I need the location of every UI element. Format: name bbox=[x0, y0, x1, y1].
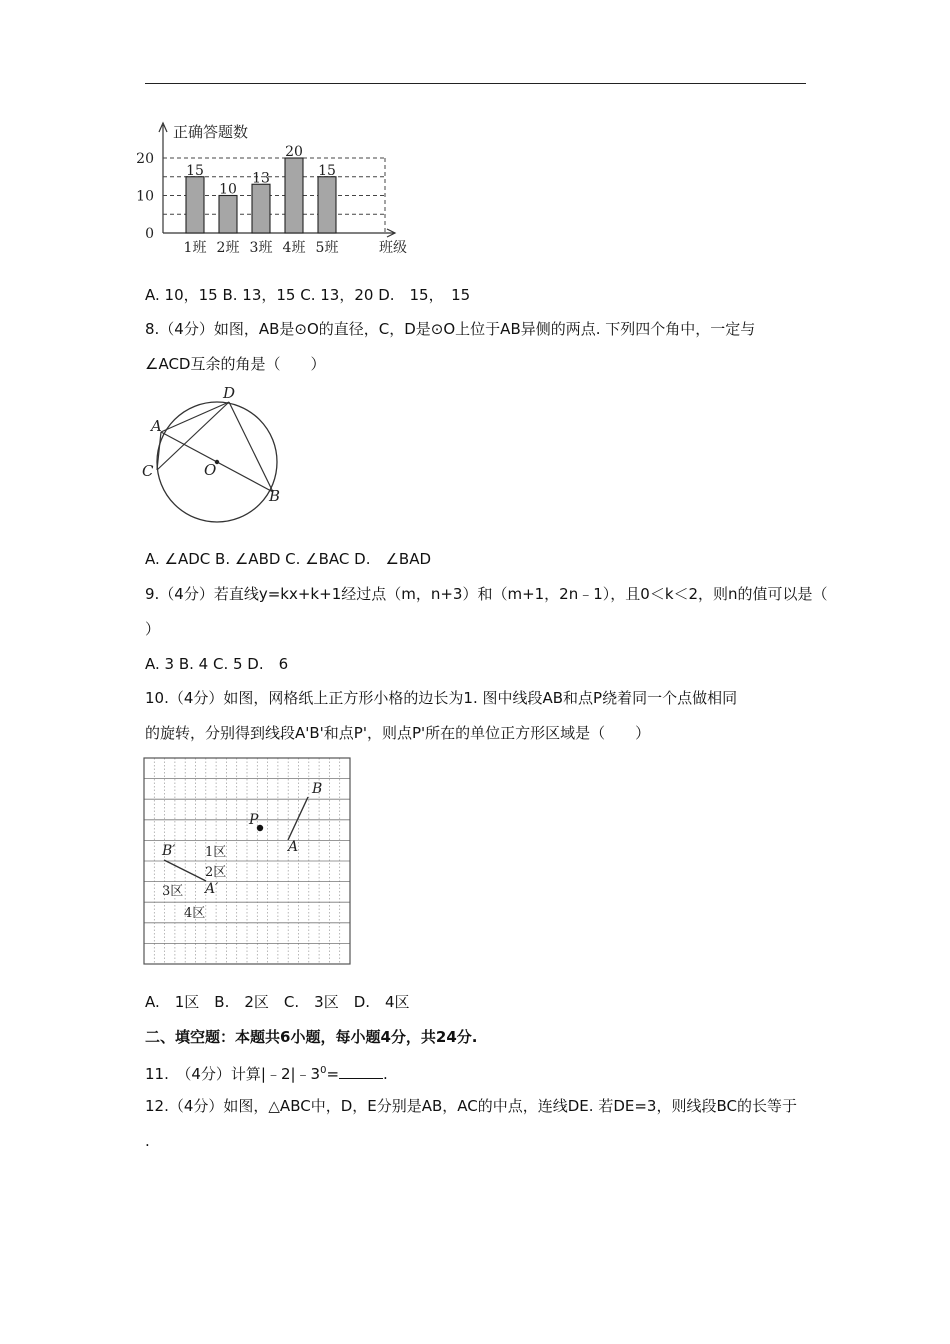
bar bbox=[186, 177, 204, 233]
q11-end: . bbox=[383, 1065, 388, 1083]
circle-figure bbox=[135, 382, 290, 530]
segment-bd bbox=[229, 402, 273, 492]
q10-text-line1: 10.（4分）如图，网格纸上正方形小格的边长为1. 图中线段AB和点P绕着同一个点做相同 bbox=[145, 689, 738, 707]
x-tick-label: 5班 bbox=[315, 240, 339, 256]
q11-prefix: 11. （4分）计算|﹣2|﹣3 bbox=[145, 1065, 321, 1083]
label-p: P bbox=[249, 812, 259, 828]
bar bbox=[285, 158, 303, 233]
grid-figure bbox=[140, 754, 356, 968]
bar-value-label: 10 bbox=[219, 181, 237, 198]
y-tick-label: 20 bbox=[136, 151, 154, 167]
q11-text bbox=[145, 1060, 388, 1085]
x-tick-label: 1班 bbox=[183, 240, 207, 256]
x-tick-label: 4班 bbox=[282, 240, 306, 256]
label-b: B bbox=[312, 781, 323, 797]
label-a-prime: A′ bbox=[205, 881, 219, 897]
label-a: A bbox=[151, 417, 162, 435]
x-axis-label: 班级 bbox=[379, 240, 407, 256]
bar-value-label: 13 bbox=[252, 170, 270, 187]
header-rule bbox=[145, 83, 806, 84]
label-o: O bbox=[204, 461, 217, 479]
q10-text-line2: 的旋转，分别得到线段A'B'和点P'，则点P'所在的单位正方形区域是（ ） bbox=[145, 724, 651, 742]
region-4-label: 4区 bbox=[184, 906, 206, 921]
q8-options: A. ∠ADC B. ∠ABD C. ∠BAC D. ∠BAD bbox=[145, 550, 432, 568]
label-d: D bbox=[223, 384, 236, 402]
bar bbox=[252, 184, 270, 233]
x-tick-label: 3班 bbox=[249, 240, 273, 256]
label-b-prime: B′ bbox=[162, 843, 176, 859]
bar-value-label: 15 bbox=[186, 162, 204, 179]
q10-options: A. 1区 B. 2区 C. 3区 D. 4区 bbox=[145, 993, 410, 1011]
q11-exponent: 0 bbox=[320, 1065, 327, 1076]
bar-chart bbox=[130, 118, 430, 263]
segment-ab bbox=[288, 797, 308, 840]
q7-options: A. 10，15 B. 13，15 C. 13，20 D. 15， 15 bbox=[145, 286, 471, 304]
q12-text-line2: . bbox=[145, 1132, 150, 1150]
y-axis-label: 正确答题数 bbox=[173, 123, 249, 141]
q9-text-line1: 9.（4分）若直线y=kx+k+1经过点（m，n+3）和（m+1，2n﹣1），且0＜k＜2，则n的值可以是（ bbox=[145, 585, 828, 603]
q11-answer-blank[interactable] bbox=[339, 1064, 383, 1079]
q11-equals: = bbox=[326, 1065, 340, 1083]
region-1-label: 1区 bbox=[205, 845, 227, 860]
q9-text-line2: ） bbox=[145, 620, 161, 638]
bar-value-label: 15 bbox=[318, 162, 336, 179]
y-tick-label: 10 bbox=[136, 188, 154, 205]
x-tick-label: 2班 bbox=[216, 240, 240, 256]
q8-text-line1: 8.（4分）如图，AB是⊙O的直径，C，D是⊙O上位于AB异侧的两点. 下列四个角中，一定与 bbox=[145, 320, 756, 338]
bar bbox=[219, 196, 237, 234]
q12-text-line1: 12.（4分）如图，△ABC中，D，E分别是AB，AC的中点，连线DE. 若DE=3，则线段BC的长等于 bbox=[145, 1097, 797, 1115]
section-2-heading: 二、填空题：本题共6小题，每小题4分，共24分. bbox=[145, 1028, 478, 1046]
region-3-label: 3区 bbox=[162, 884, 184, 899]
label-b: B bbox=[269, 487, 281, 505]
bar bbox=[318, 177, 336, 233]
q8-text-line2: ∠ACD互余的角是（ ） bbox=[145, 355, 326, 373]
y-tick-label: 0 bbox=[145, 226, 154, 242]
region-2-label: 2区 bbox=[205, 865, 227, 880]
q9-options: A. 3 B. 4 C. 5 D. 6 bbox=[145, 655, 289, 673]
bar-value-label: 20 bbox=[285, 144, 303, 160]
label-a: A bbox=[288, 839, 299, 855]
label-c: C bbox=[142, 462, 154, 480]
